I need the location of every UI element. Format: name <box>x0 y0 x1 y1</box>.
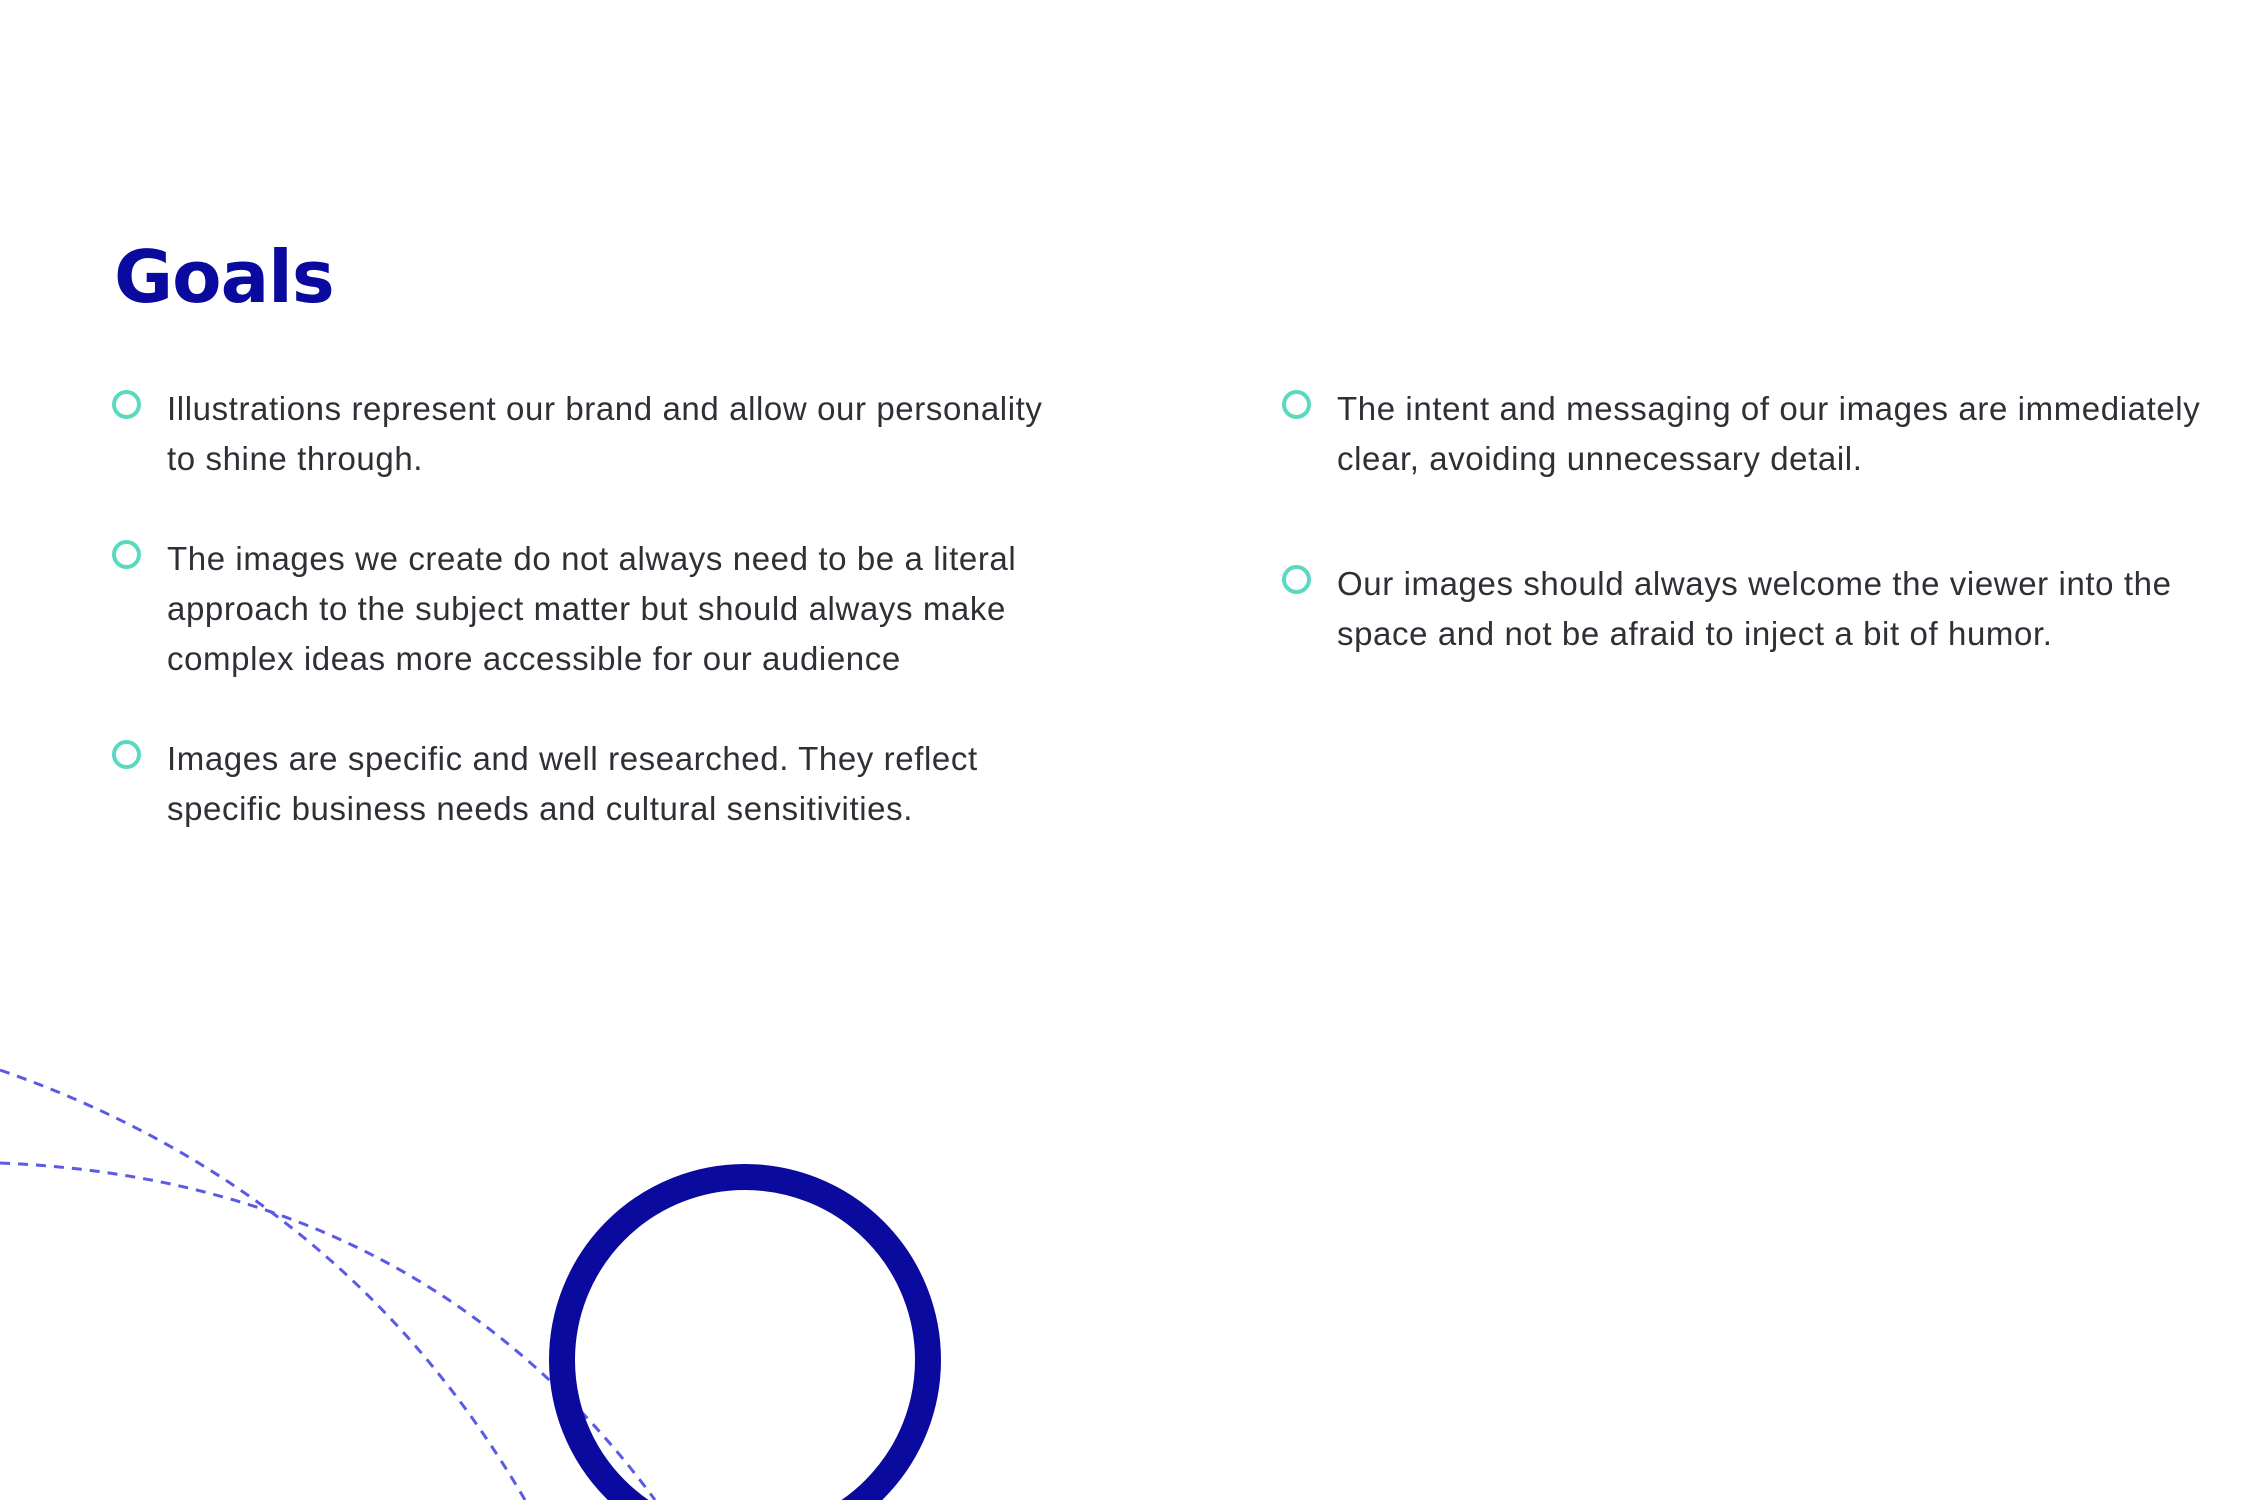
goal-text: Illustrations represent our brand and allow our personality to shine through. <box>167 390 1043 477</box>
goal-item <box>112 734 1072 834</box>
goal-text: Images are specific and well researched. They reflect specific business needs and cultural sensitivities. <box>167 740 978 827</box>
goal-text: The intent and messaging of our images are immediately clear, avoiding unnecessary detail. <box>1337 390 2201 477</box>
ring-bullet-icon <box>112 540 141 569</box>
goal-item <box>1282 559 2222 659</box>
ring-icon <box>562 1177 928 1500</box>
dashed-curve <box>0 1070 525 1500</box>
goal-text: Our images should always welcome the viewer into the space and not be afraid to inject a bit of humor. <box>1337 565 2172 652</box>
page-title: Goals <box>114 235 334 319</box>
goal-item <box>112 534 1072 684</box>
ring-bullet-icon <box>112 740 141 769</box>
ring-bullet-icon <box>1282 565 1311 594</box>
ring-bullet-icon <box>112 390 141 419</box>
goal-text: The images we create do not always need to be a literal approach to the subject matter but should always make complex ideas more accessible for our audience <box>167 540 1017 677</box>
goals-list-left <box>112 384 1072 884</box>
dashed-curve <box>0 1163 655 1500</box>
goals-list-right <box>1282 384 2222 734</box>
goal-item <box>112 384 1072 484</box>
goal-item <box>1282 384 2222 484</box>
ring-bullet-icon <box>1282 390 1311 419</box>
